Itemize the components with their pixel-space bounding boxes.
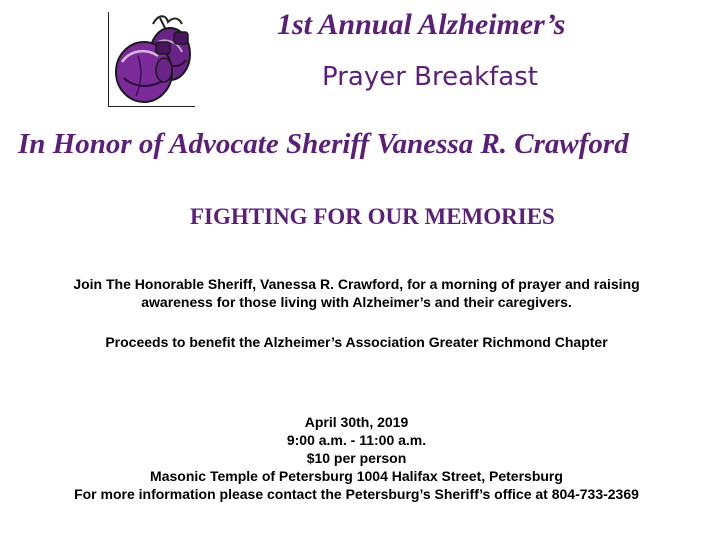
event-date: April 30th, 2019	[304, 414, 409, 430]
event-time: 9:00 a.m. - 11:00 a.m.	[286, 432, 427, 448]
tagline: FIGHTING FOR OUR MEMORIES	[190, 204, 555, 229]
boxing-gloves-logo	[108, 12, 196, 108]
event-contact: For more information please contact the Petersburg’s Sheriff’s office at 804-733-2369	[74, 486, 639, 502]
proceeds-paragraph: Proceeds to benefit the Alzheimer’s Association Greater Richmond Chapter	[105, 334, 608, 350]
event-details	[0, 413, 713, 503]
intro-line-1: Join The Honorable Sheriff, Vanessa R. Crawford, for a morning of prayer and raising	[73, 276, 640, 292]
boxing-gloves-icon	[108, 12, 196, 108]
intro-paragraph	[0, 275, 713, 311]
event-price: $10 per person	[306, 450, 407, 466]
honoree-heading: In Honor of Advocate Sheriff Vanessa R. Crawford	[18, 128, 629, 160]
event-location: Masonic Temple of Petersburg 1004 Halifax Street, Petersburg	[150, 468, 563, 484]
event-subtitle: Prayer Breakfast	[322, 62, 538, 92]
event-title: 1st Annual Alzheimer’s	[277, 8, 566, 41]
intro-line-2: awareness for those living with Alzheimer’s and their caregivers.	[141, 294, 572, 310]
